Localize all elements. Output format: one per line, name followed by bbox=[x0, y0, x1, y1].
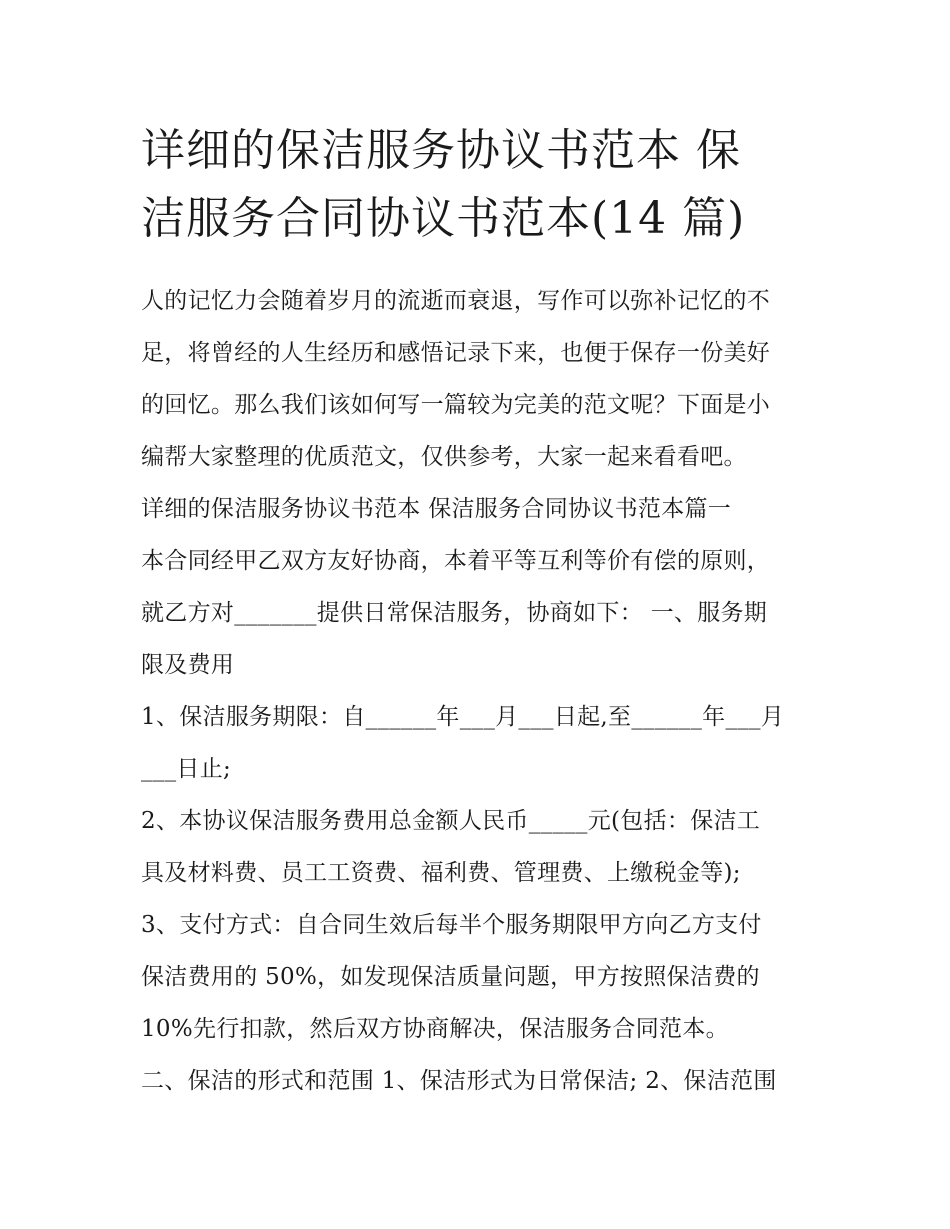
text-line: ___日止; bbox=[141, 756, 232, 782]
text-line: 足，将曾经的人生经历和感悟记录下来，也便于保存一份美好 bbox=[141, 340, 771, 366]
text-line: 本合同经甲乙双方友好协商，本着平等互利等价有偿的原则， bbox=[141, 548, 771, 574]
body-text bbox=[141, 275, 821, 1107]
text-line: 3、支付方式：自合同生效后每半个服务期限甲方向乙方支付 bbox=[141, 912, 762, 938]
text-line: 10%先行扣款，然后双方协商解决，保洁服务合同范本。 bbox=[141, 1016, 729, 1042]
title-line-2: 洁服务合同协议书范本(14 篇) bbox=[141, 193, 746, 244]
text-line: 人的记忆力会随着岁月的流逝而衰退，写作可以弥补记忆的不 bbox=[141, 288, 771, 314]
text-line: 的回忆。那么我们该如何写一篇较为完美的范文呢？下面是小 bbox=[141, 392, 771, 418]
text-line: 编帮大家整理的优质范文，仅供参考，大家一起来看看吧。 bbox=[141, 444, 747, 470]
text-line: 限及费用 bbox=[141, 652, 235, 678]
text-line: 就乙方对_______提供日常保洁服务，协商如下： 一、服务期 bbox=[141, 600, 768, 626]
document-title bbox=[141, 117, 821, 253]
title-line-1: 详细的保洁服务协议书范本 保 bbox=[141, 125, 741, 176]
text-line: 二、保洁的形式和范围 1、保洁形式为日常保洁; 2、保洁范围 bbox=[141, 1068, 777, 1094]
text-line: 保洁费用的 50%，如发现保洁质量问题，甲方按照保洁费的 bbox=[141, 964, 760, 990]
section-heading: 详细的保洁服务协议书范本 保洁服务合同协议书范本篇一 bbox=[141, 496, 732, 522]
document-body bbox=[141, 275, 821, 1107]
text-line: 1、保洁服务期限：自______年___月___日起,至______年___月 bbox=[141, 704, 785, 730]
document-page bbox=[141, 117, 821, 1107]
text-line: 2、本协议保洁服务费用总金额人民币_____元(包括：保洁工 bbox=[141, 808, 761, 834]
text-line: 具及材料费、员工工资费、福利费、管理费、上缴税金等); bbox=[141, 860, 741, 886]
